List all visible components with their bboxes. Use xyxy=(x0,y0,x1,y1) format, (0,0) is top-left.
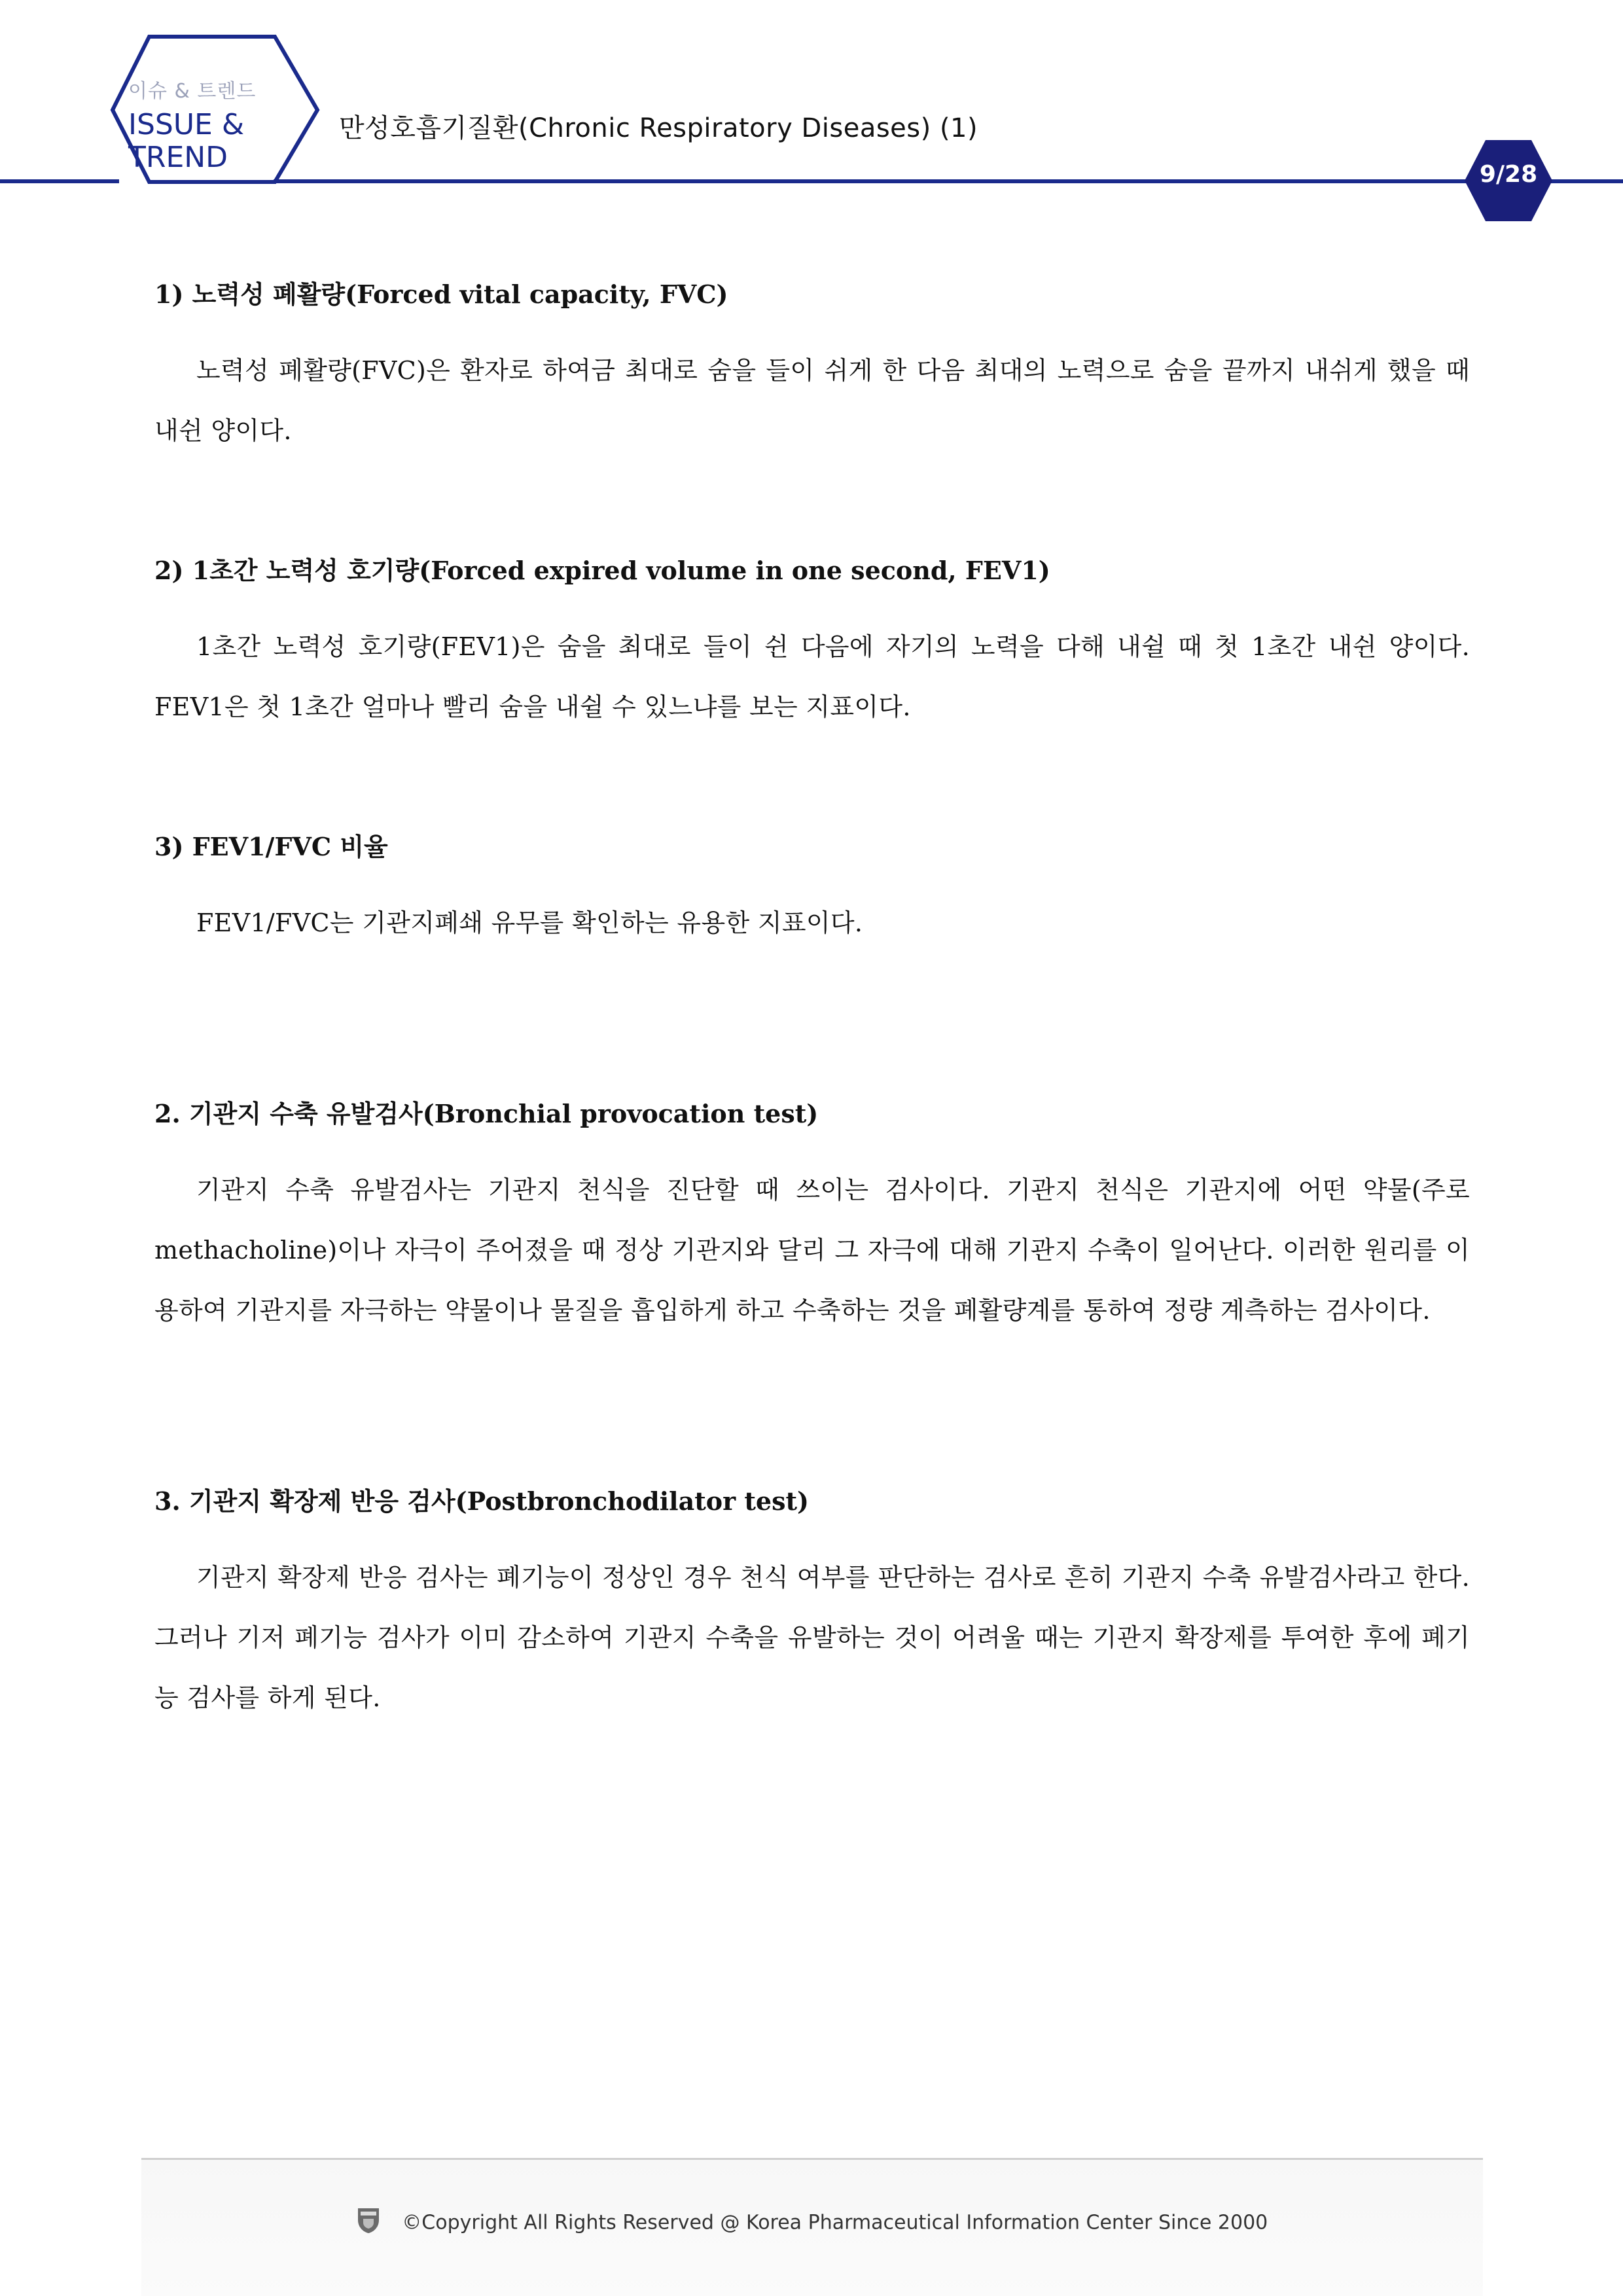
document-body xyxy=(154,275,1470,1728)
section-fev1 xyxy=(154,551,1470,737)
section-postbronchodilator xyxy=(154,1482,1470,1728)
section-heading: 1) 노력성 폐활량(Forced vital capacity, FVC) xyxy=(154,279,728,309)
copyright-text: ©Copyright All Rights Reserved @ Korea Pharmaceutical Information Center Since 2000 xyxy=(402,2211,1268,2234)
shield-emblem-icon xyxy=(355,2206,382,2240)
page-footer xyxy=(0,2206,1623,2240)
page-header xyxy=(0,0,1623,229)
section-fev1-fvc-ratio xyxy=(154,827,1470,953)
page-number-badge: 9/28 xyxy=(1479,161,1538,188)
issue-trend-logo xyxy=(128,75,298,174)
section-paragraph: 1초간 노력성 호기량(FEV1)은 숨을 최대로 들이 쉰 다음에 자기의 노력을 다해 내쉴 때 첫 1초간 내쉰 양이다. FEV1은 첫 1초간 얼마나 빨리 숨을 내쉴 수 있느냐를 보는 지표이다. xyxy=(154,632,1470,721)
section-paragraph: 노력성 폐활량(FVC)은 환자로 하여금 최대로 숨을 들이 쉬게 한 다음 최대의 노력으로 숨을 끝까지 내쉬게 했을 때 내쉰 양이다. xyxy=(154,356,1470,445)
document-title: 만성호흡기질환(Chronic Respiratory Diseases) (1) xyxy=(339,113,978,143)
section-paragraph: FEV1/FVC는 기관지폐쇄 유무를 확인하는 유용한 지표이다. xyxy=(196,908,863,937)
logo-line-1: ISSUE & xyxy=(128,108,245,141)
section-bronchial-provocation xyxy=(154,1094,1470,1340)
section-paragraph: 기관지 수축 유발검사는 기관지 천식을 진단할 때 쓰이는 검사이다. 기관지 천식은 기관지에 어떤 약물(주로 methacholine)이나 자극이 주어졌을 때 정상 기관지와 달리 그 자극에 대해 기관지 수축이 일어난다. 이러한 원리를 이용하여 기관지를 자극하는 약물이나 물질을 흡입하게 하고 수축하는 것을 폐활량계를 통하여 정량 계측하는 검사이다. xyxy=(154,1175,1470,1325)
section-heading: 3. 기관지 확장제 반응 검사(Postbronchodilator test) xyxy=(154,1486,810,1516)
section-heading: 3) FEV1/FVC 비율 xyxy=(154,832,388,861)
section-paragraph: 기관지 확장제 반응 검사는 폐기능이 정상인 경우 천식 여부를 판단하는 검사로 흔히 기관지 수축 유발검사라고 한다. 그러나 기저 폐기능 검사가 이미 감소하여 기관지 수축을 유발하는 것이 어려울 때는 기관지 확장제를 투여한 후에 폐기능 검사를 하게 된다. xyxy=(154,1563,1470,1712)
section-heading: 2) 1초간 노력성 호기량(Forced expired volume in one second, FEV1) xyxy=(154,556,1050,585)
section-heading: 2. 기관지 수축 유발검사(Bronchial provocation test) xyxy=(154,1099,819,1128)
section-fvc xyxy=(154,275,1470,461)
logo-line-2: TREND xyxy=(128,141,228,174)
logo-subtitle: 이슈 & 트렌드 xyxy=(128,80,257,103)
